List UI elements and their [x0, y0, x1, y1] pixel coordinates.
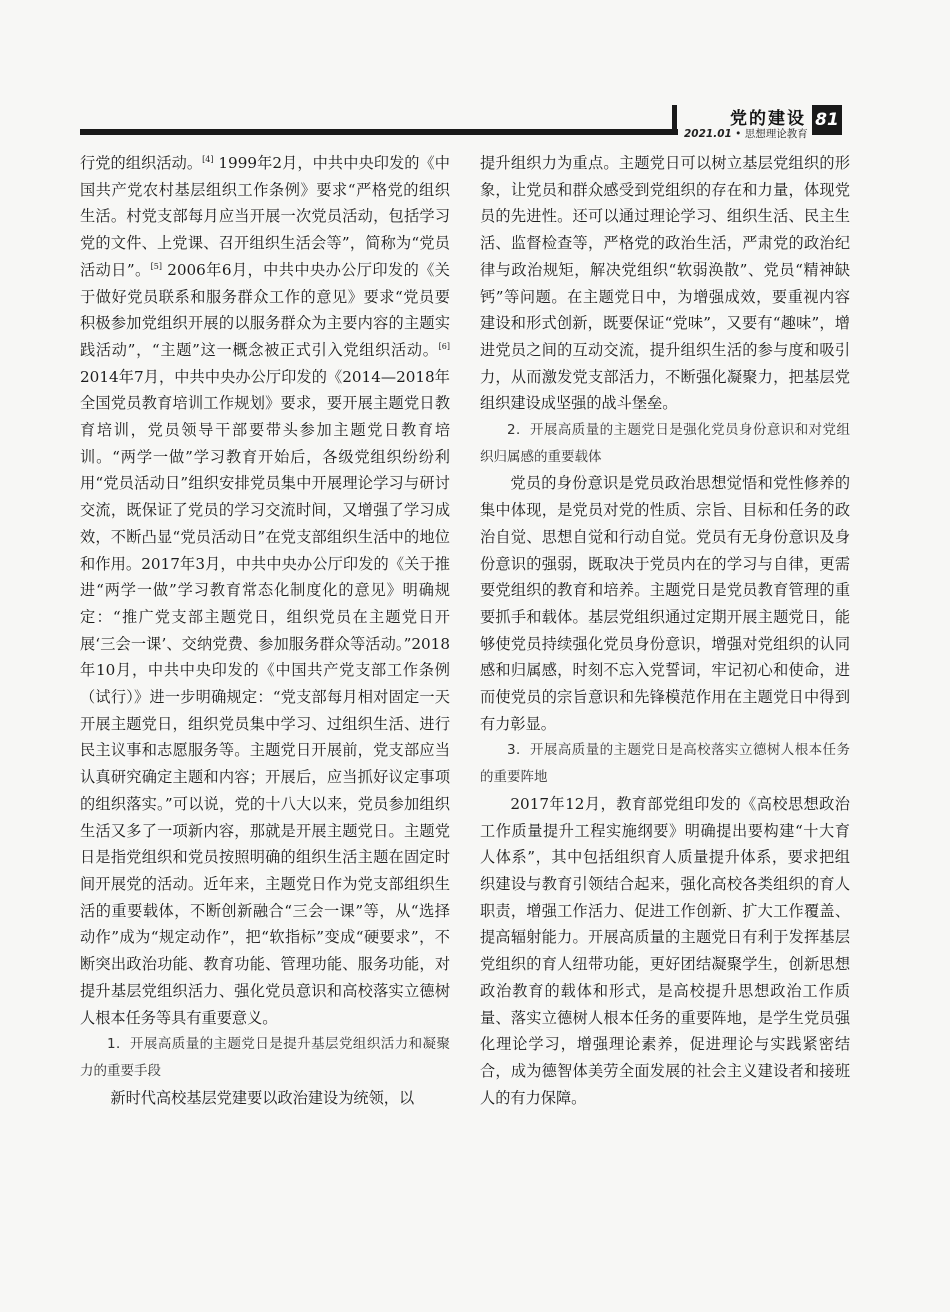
issue-number: 2021.01 — [684, 128, 732, 140]
header-divider — [672, 105, 677, 135]
issue-line — [684, 126, 808, 141]
left-column — [80, 150, 450, 1111]
page-number: 81 — [812, 105, 842, 135]
left-paragraph-1 — [80, 150, 450, 1031]
left-p1-text-1: 行党的组织活动。 — [80, 154, 203, 172]
right-paragraph-1: 提升组织力为重点。主题党日可以树立基层党组织的形象，让党员和群众感受到党组织的存在和力量，体现党员的先进性。还可以通过理论学习、组织生活、民主生活、监督检查等，严格党的政治生活，严肃党的政治纪律与政治规矩，解决党组织“软弱涣散”、党员“精神缺钙”等问题。在主题党日中，为增强成效，要重视内容建设和形式创新，既要保证“党味”，又要有“趣味”，增进党员之间的互动交流，提升组织生活的参与度和吸引力，从而激发党支部活力，不断强化凝聚力，把基层党组织建设成坚强的战斗堡垒。 — [480, 154, 850, 413]
citation-6: [6] — [438, 341, 450, 351]
left-p1-text-2: 1999年2月，中共中央印发的《中国共产党农村基层组织工作条例》要求“严格党的组织生活。村党支部每月应当开展一次党员活动，包括学习党的文件、上党课、召开组织生活会等”，简称为“党员活动日”。 — [80, 154, 450, 279]
left-paragraph-2: 新时代高校基层党建要以政治建设为统领，以 — [110, 1088, 415, 1107]
journal-title: 党的建设 — [730, 109, 806, 129]
issue-bullet: • — [735, 128, 742, 140]
section-heading-1: 1．开展高质量的主题党日是提升基层党组织活力和凝聚力的重要手段 — [80, 1036, 450, 1079]
left-p1-text-3: 2006年6月，中共中央办公厅印发的《关于做好党员联系和服务群众工作的意见》要求“党员要积极参加党组织开展的以服务群众为主要内容的主题实践活动”，“主题”这一概念被正式引入党组织活动。 — [80, 260, 450, 359]
section-heading-2: 2．开展高质量的主题党日是强化党员身份意识和对党组织归属感的重要载体 — [480, 422, 850, 465]
header-rule — [80, 129, 678, 135]
citation-4: [4] — [202, 155, 214, 164]
citation-5: [5] — [150, 261, 162, 271]
column-name: 思想理论教育 — [744, 128, 808, 140]
right-column — [480, 150, 850, 1111]
left-p1-text-4: 2014年7月，中共中央办公厅印发的《2014—2018年全国党员教育培训工作规划》要求，要开展主题党日教育培训，党员领导干部要带头参加主题党日教育培训。“两学一做”学习教育开始后，各级党组织纷纷利用“党员活动日”组织安排党员集中开展理论学习与研讨交流，既保证了党员的学习交流时间，又增强了学习成效，不断凸显“党员活动日”在党支部组织生活中的地位和作用。2017年3月，中共中央办公厅印发的《关于推进“两学一做”学习教育常态化制度化的意见》明确规定：“推广党支部主题党日，组织党员在主题党日开展‘三会一课’、交纳党费、参加服务群众等活动。”2018年10月，中共中央印发的《中国共产党支部工作条例（试行）》进一步明确规定：“党支部每月相对固定一天开展主题党日，组织党员集中学习、过组织生活、进行民主议事和志愿服务等。主题党日开展前，党支部应当认真研究确定主题和内容；开展后，应当抓好议定事项的组织落实。”可以说，党的十八大以来，党员参加组织生活又多了一项新内容，那就是开展主题党日。主题党日是指党组织和党员按照明确的组织生活主题在固定时间开展党的活动。近年来，主题党日作为党支部组织生活的重要载体，不断创新融合“三会一课”等，从“选择动作”成为“规定动作”，把“软指标”变成“硬要求”，不断突出政治功能、教育功能、管理功能、服务功能，对提升基层党组织活力、强化党员意识和高校落实立德树人根本任务等具有重要意义。 — [80, 367, 450, 1027]
section-heading-3: 3．开展高质量的主题党日是高校落实立德树人根本任务的重要阵地 — [480, 742, 850, 786]
right-paragraph-2: 党员的身份意识是党员政治思想觉悟和党性修养的集中体现，是党员对党的性质、宗旨、目标和任务的政治自觉、思想自觉和行动自觉。党员有无身份意识及身份意识的强弱，既取决于党员内在的学习与自律，更需要党组织的教育和培养。主题党日是党员教育管理的重要抓手和载体。基层党组织通过定期开展主题党日，能够使党员持续强化党员身份意识，增强对党组织的认同感和归属感，时刻不忘入党誓词，牢记初心和使命，进而使党员的宗旨意识和先锋模范作用在主题党日中得到有力彰显。 — [480, 474, 850, 733]
page-header — [0, 0, 950, 150]
right-paragraph-3: 2017年12月，教育部党组印发的《高校思想政治工作质量提升工程实施纲要》明确提出要构建“十大育人体系”，其中包括组织育人质量提升体系，要求把组织建设与教育引领结合起来，强化高校各类组织的育人职责，增强工作活力、促进工作创新、扩大工作覆盖、提高辐射能力。开展高质量的主题党日有利于发挥基层党组织的育人纽带功能，更好团结凝聚学生，创新思想政治教育的载体和形式，是高校提升思想政治工作质量、落实立德树人根本任务的重要阵地，是学生党员强化理论学习，增强理论素养，促进理论与实践紧密结合，成为德智体美劳全面发展的社会主义建设者和接班人的有力保障。 — [480, 794, 850, 1107]
